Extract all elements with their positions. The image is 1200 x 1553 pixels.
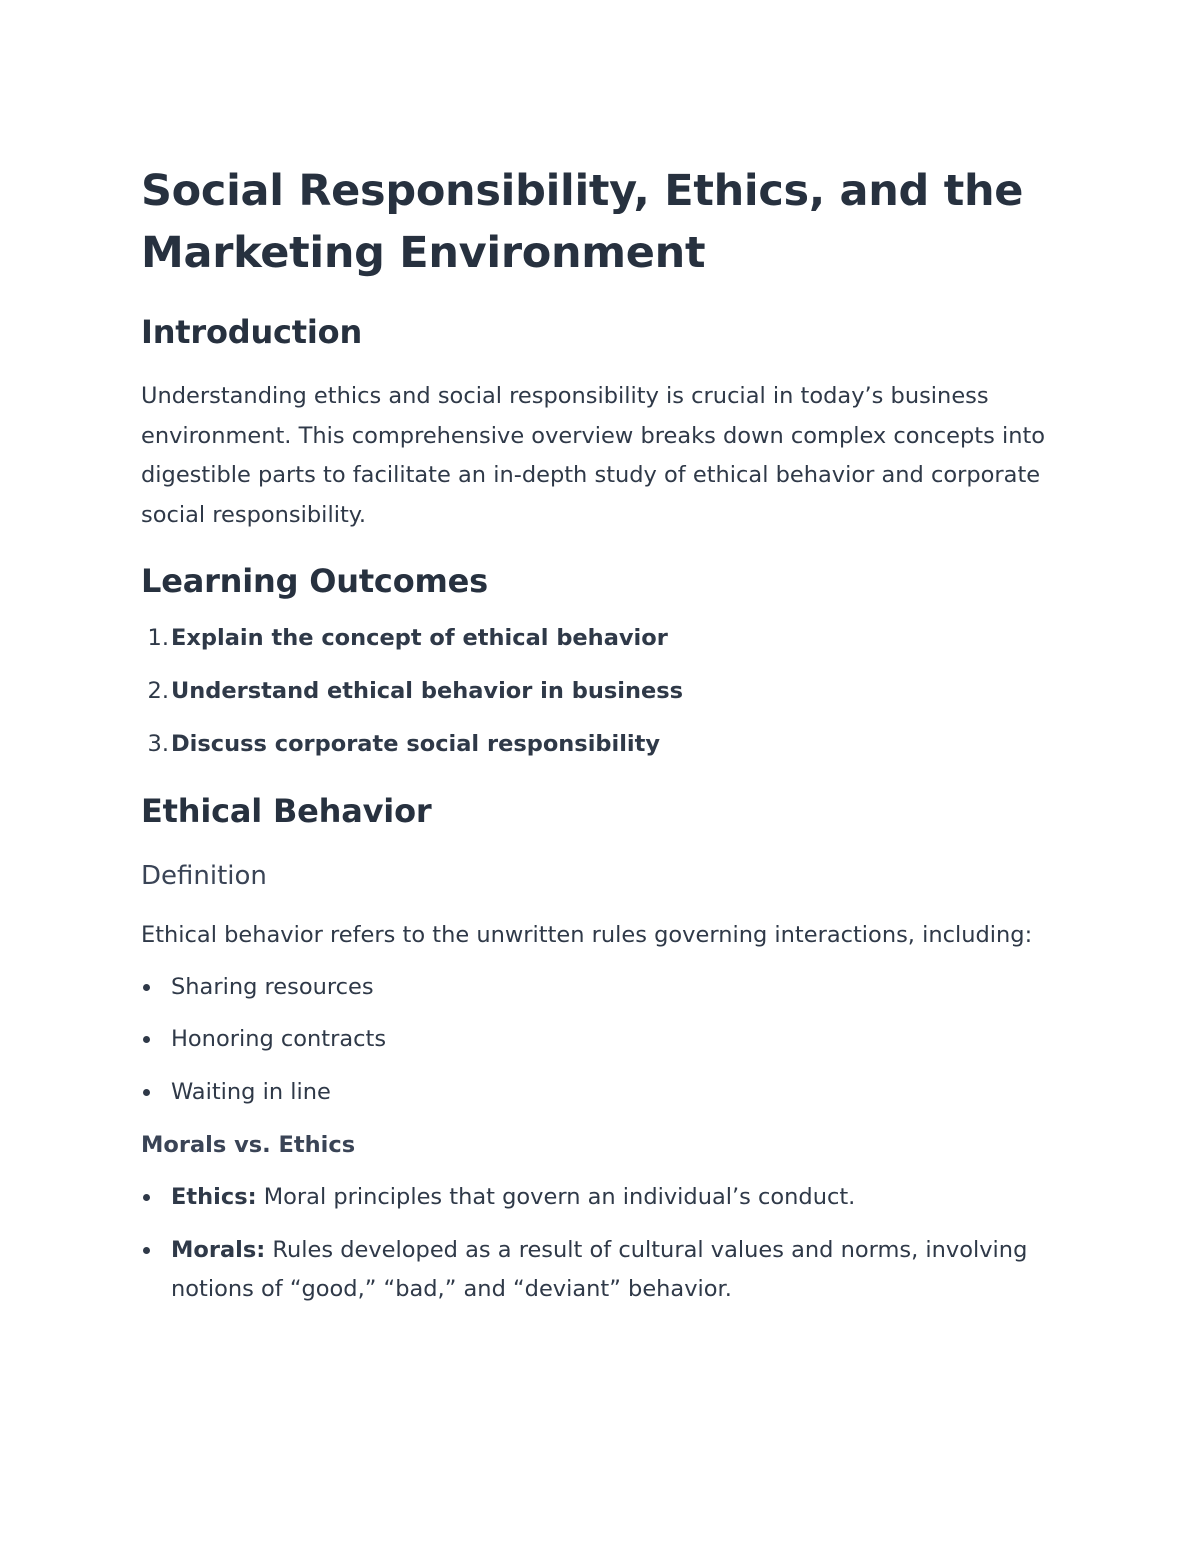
- introduction-heading: Introduction: [141, 313, 363, 351]
- bullet-icon: [143, 1194, 150, 1201]
- learning-outcomes-list: [141, 621, 1081, 761]
- introduction-paragraph: Understanding ethics and social responsibility is crucial in today’s business environment. This comprehensive overview breaks down complex concepts into digestible parts to facilitate an in-depth study of ethical behavior and corporate social responsibility.: [141, 383, 1046, 528]
- term-label: Morals:: [171, 1236, 266, 1263]
- document-page: [141, 160, 1081, 1310]
- list-item-text: Waiting in line: [171, 1078, 331, 1105]
- learning-outcome-item: [141, 621, 1081, 655]
- learning-outcome-text: Discuss corporate social responsibility: [171, 731, 661, 757]
- examples-list: [141, 968, 1081, 1113]
- list-item-text: Honoring contracts: [171, 1026, 387, 1052]
- list-item: [141, 968, 1081, 1008]
- learning-outcome-item: [141, 727, 1081, 761]
- bullet-icon: [143, 1247, 150, 1254]
- list-item: [141, 1020, 1081, 1060]
- list-number: 1.: [147, 625, 169, 651]
- definition-paragraph: Ethical behavior refers to the unwritten rules governing interactions, including:: [141, 922, 1033, 948]
- list-number: 2.: [147, 678, 169, 704]
- ethical-behavior-heading: Ethical Behavior: [141, 792, 432, 830]
- morals-vs-ethics-heading: Morals vs. Ethics: [141, 1132, 356, 1158]
- learning-outcome-text: Understand ethical behavior in business: [171, 678, 684, 704]
- list-item: [141, 1073, 1081, 1113]
- bullet-icon: [143, 984, 150, 991]
- list-number: 3.: [147, 731, 169, 757]
- list-item-text: Sharing resources: [171, 973, 374, 1000]
- definition-heading: Definition: [141, 861, 267, 891]
- learning-outcomes-heading: Learning Outcomes: [141, 562, 488, 600]
- list-item: [141, 1178, 1081, 1218]
- learning-outcome-item: [141, 674, 1081, 708]
- term-definition: Rules developed as a result of cultural values and norms, involving notions of “good,” “bad,” and “deviant” behavior.: [171, 1236, 1028, 1302]
- term-definition: Moral principles that govern an individual’s conduct.: [263, 1184, 856, 1210]
- list-item: [141, 1231, 1081, 1310]
- bullet-icon: [143, 1089, 150, 1096]
- terms-list: [141, 1178, 1081, 1310]
- bullet-icon: [143, 1036, 150, 1043]
- term-label: Ethics:: [171, 1184, 257, 1210]
- learning-outcome-text: Explain the concept of ethical behavior: [171, 625, 668, 651]
- document-title: Social Responsibility, Ethics, and the Marketing Environment: [141, 166, 1024, 278]
